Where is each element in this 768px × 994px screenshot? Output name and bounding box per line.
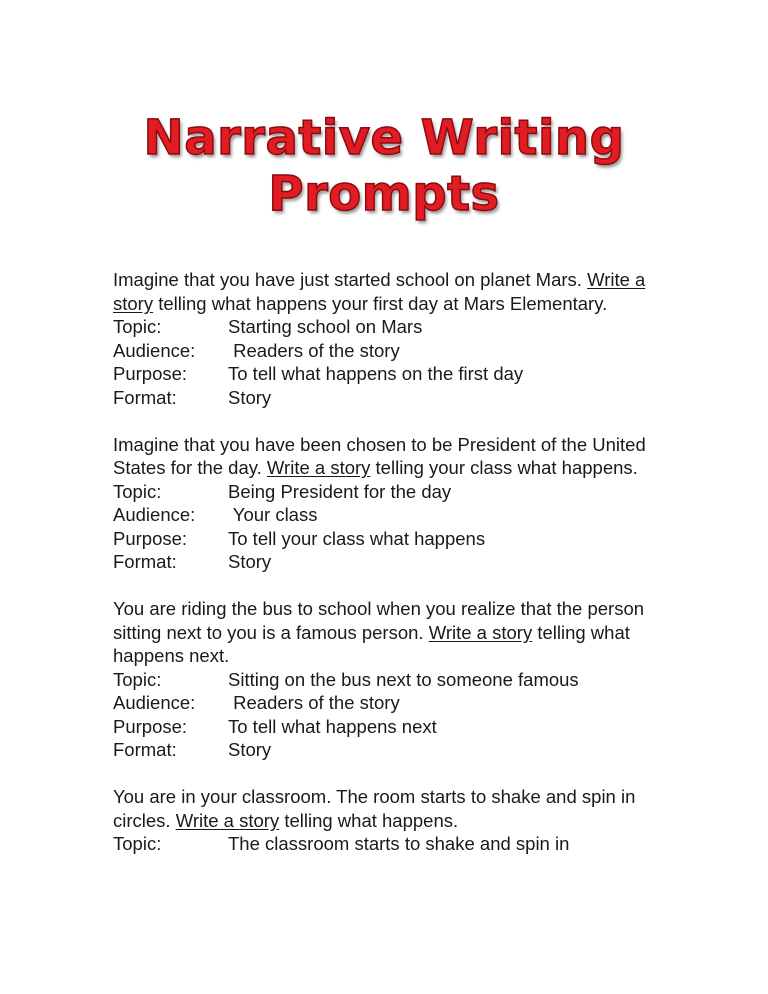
topic-label: Topic: [113, 316, 162, 337]
prompt-3 [113, 597, 673, 762]
prompt-2-format: Story [228, 551, 272, 572]
prompt-3-task: Write a story [428, 621, 533, 643]
prompt-4-text-after: telling what happens. [279, 809, 459, 831]
audience-label: Audience: [113, 504, 196, 525]
prompt-1-text-before: Imagine that you have just started school on planet Mars. [113, 269, 588, 290]
prompt-2-text-after: telling your class what happens. [370, 457, 638, 478]
prompt-1-format: Story [228, 386, 272, 408]
prompt-2-topic: Being President for the day [228, 480, 452, 502]
topic-label: Topic: [113, 833, 162, 854]
format-label: Format: [113, 551, 177, 572]
prompt-2-format-row [113, 550, 673, 574]
prompt-2-text-before: Imagine that you have been chosen to be President of the United States for the day. [113, 433, 646, 478]
prompt-1-format-row [113, 386, 673, 410]
prompt-4-topic: The classroom starts to shake and spin in [228, 833, 570, 854]
prompts-list [113, 268, 673, 879]
prompt-2-topic-row [113, 480, 673, 504]
topic-label: Topic: [113, 668, 162, 690]
prompt-4-text-before: You are in your classroom. The room starts to shake and spin in circles. [113, 786, 636, 831]
prompt-1-topic: Starting school on Mars [228, 316, 423, 337]
prompt-2-audience-row [113, 503, 673, 527]
prompt-3-text-before: You are riding the bus to school when you realize that the person sitting next to you is a famous person. [113, 598, 645, 643]
prompt-4-task: Write a story [175, 809, 280, 831]
purpose-label: Purpose: [113, 363, 188, 384]
prompt-3-topic-row [113, 668, 673, 692]
prompt-2-text [113, 433, 673, 480]
prompt-1-audience-row [113, 339, 673, 363]
prompt-3-topic: Sitting on the bus next to someone famous [228, 668, 579, 690]
prompt-2-task: Write a story [266, 457, 371, 478]
prompt-3-text-after: telling what happens next. [113, 621, 630, 666]
purpose-label: Purpose: [113, 715, 188, 737]
prompt-3-format: Story [228, 739, 272, 760]
prompt-2 [113, 433, 673, 574]
prompt-4 [113, 785, 673, 856]
prompt-2-audience: Your class [228, 504, 318, 525]
prompt-3-audience: Readers of the story [228, 692, 400, 713]
prompt-2-purpose: To tell your class what happens [228, 527, 486, 549]
title-line-1: Narrative Writing [143, 110, 625, 166]
prompt-1-text [113, 268, 673, 315]
prompt-4-topic-row [113, 832, 673, 856]
audience-label: Audience: [113, 692, 196, 713]
format-label: Format: [113, 739, 177, 760]
prompt-2-purpose-row [113, 527, 673, 551]
prompt-1-purpose: To tell what happens on the first day [228, 363, 524, 384]
page-title [0, 110, 768, 222]
prompt-1 [113, 268, 673, 409]
prompt-3-format-row [113, 738, 673, 762]
purpose-label: Purpose: [113, 527, 188, 549]
prompt-3-text [113, 597, 673, 668]
prompt-1-purpose-row [113, 362, 673, 386]
prompt-1-task: Write a story [113, 269, 646, 314]
prompt-1-audience: Readers of the story [228, 339, 400, 361]
audience-label: Audience: [113, 339, 196, 361]
prompt-1-text-after: telling what happens your first day at Mars Elementary. [153, 292, 608, 314]
topic-label: Topic: [113, 480, 162, 502]
prompt-3-purpose: To tell what happens next [228, 715, 437, 737]
prompt-4-text [113, 785, 673, 832]
format-label: Format: [113, 386, 177, 408]
prompt-3-audience-row [113, 691, 673, 715]
prompt-1-topic-row [113, 315, 673, 339]
prompt-3-purpose-row [113, 715, 673, 739]
title-line-2: Prompts [268, 166, 500, 222]
